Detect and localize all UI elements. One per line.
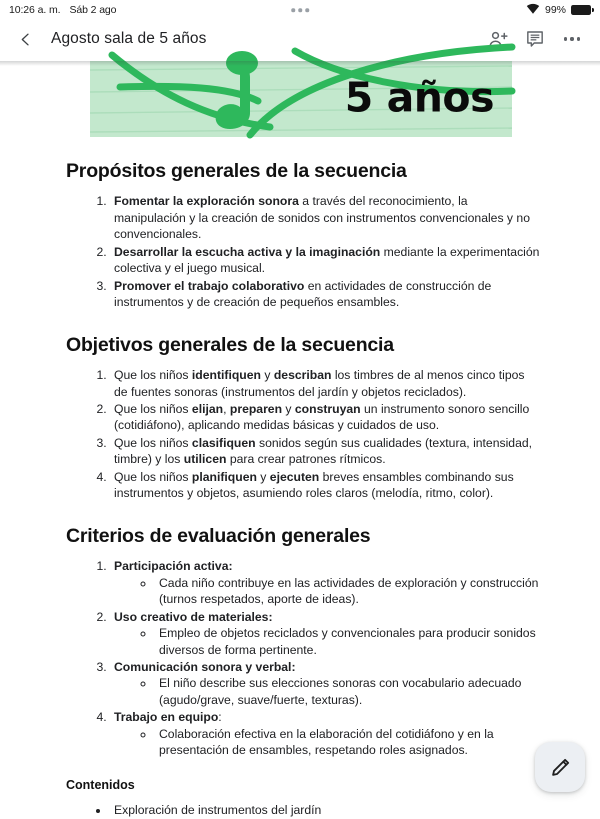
list-item-text: Que los niños [114,469,192,484]
list-item [110,659,540,708]
list-item: ◦ Empleo de objetos reciclados y convencionales para producir sonidos diversos de forma pertinente. [155,625,540,658]
list-item-bold: utilicen [183,452,227,467]
list-item [110,469,540,502]
list-item-text: , [223,401,230,416]
battery-full-icon [571,5,591,15]
list-item-text: sonidos según sus cualidades (textura, intensidad, timbre) y los [114,435,533,467]
criterios-sublist [114,726,540,759]
list-item [110,401,540,434]
section-heading-criterios: Criterios de evaluación generales [66,524,371,547]
status-date: Sáb 2 ago [69,4,117,16]
list-item-bold: planifiquen [191,469,257,484]
battery-percent: 99% [544,4,566,16]
list-item-text: breves ensambles combinando sus instrumentos y objetos, asumiendo roles claros (melodía, ritmo, color). [114,469,514,501]
document-body [0,159,600,819]
list-item-text: Que los niños [114,401,192,416]
list-item [110,609,540,658]
propositos-list [66,193,540,310]
list-item-bold: Participación activa: [114,559,233,574]
overflow-menu-button[interactable] [556,23,588,55]
list-item: ◦ El niño describe sus elecciones sonoras con vocabulario adecuado (agudo/grave, suave/fuerte, texturas). [155,675,540,708]
list-item-bold: construyan [294,401,361,416]
list-item [110,193,540,242]
list-item-text: para crear patrones rítmicos. [226,452,386,467]
contenidos-list [66,802,540,818]
list-item-bold: Desarrollar la escucha activa y la imaginación [114,244,381,259]
list-item-text: y [260,368,274,383]
subheading-contenidos: Contenidos [66,777,135,792]
list-item-bold: Fomentar la exploración sonora [114,194,299,209]
criterios-list [66,558,540,759]
list-item-bold: identifiquen [191,368,261,383]
list-item: ◦ Cada niño contribuye en las actividades de exploración y construcción (turnos respetados, aporte de ideas). [155,575,540,608]
status-bar-right [526,3,591,17]
list-item [110,709,540,758]
list-item-bold: clasifiquen [191,435,256,450]
objetivos-list [66,367,540,502]
list-item [110,435,540,468]
criterios-sublist [114,575,540,608]
list-item-bold: Uso creativo de materiales: [114,609,273,624]
list-item-text: y [256,469,270,484]
list-item-bold: Comunicación sonora y verbal: [114,659,296,674]
banner-image [90,61,512,137]
wifi-icon [526,3,540,17]
status-bar-left [9,4,116,16]
list-item-text: mediante la experimentación colectiva y el juego musical. [114,244,540,276]
list-item-text: y [282,401,295,416]
list-item [110,278,540,311]
criterios-sublist [114,675,540,708]
list-item-text: Que los niños [114,435,192,450]
document-scroll-area[interactable] [0,61,600,818]
list-item-text: los timbres de al menos cinco tipos de fuentes sonoras (instrumentos del jardín y objetos reciclados). [114,368,525,399]
list-item [110,558,540,607]
list-item-bold: elijan [191,401,224,416]
list-item-bold: ejecuten [269,469,320,484]
list-item: ◦ Colaboración efectiva en la elaboración del cotidiáfono y en la presentación de ensambles, respetando roles asignados. [155,726,540,759]
chevron-left-icon [17,31,34,48]
list-item: • Exploración de instrumentos del jardín [110,802,540,818]
list-item-text: un instrumento sonoro sencillo (cotidiáfono), aplicando medidas básicas y cuidados de uso. [114,401,530,433]
section-heading-objetivos: Objetivos generales de la secuencia [66,333,394,356]
list-item [110,244,540,277]
document-page [0,61,600,819]
list-item-text: a través del reconocimiento, la manipulación y la creación de sonidos con instrumentos convencionales y no convencionales. [114,194,530,242]
list-item-text: en actividades de construcción de instrumentos y de creación de pequeños ensambles. [114,278,492,310]
status-bar [0,0,600,20]
edit-fab-button[interactable] [535,742,585,792]
list-item [110,367,540,400]
document-title[interactable]: Agosto sala de 5 años [51,30,207,47]
list-item-text: : [218,710,222,725]
camera-dots-indicator [291,8,309,12]
criterios-sublist [114,625,540,658]
comment-icon [525,29,545,49]
back-button[interactable] [10,24,40,54]
section-heading-propositos: Propósitos generales de la secuencia [66,160,407,182]
list-item-bold: preparen [229,401,283,416]
list-item-text: Que los niños [114,368,192,383]
list-item-bold: Promover el trabajo colaborativo [114,278,305,293]
status-time: 10:26 a. m. [9,4,61,16]
comment-button[interactable] [519,23,551,55]
list-item-bold: Trabajo en equipo [114,710,219,725]
overflow-menu-icon [564,37,580,40]
pencil-edit-icon [549,756,572,779]
banner-title-text: 5 años [344,73,494,122]
list-item-bold: describan [273,368,332,383]
banner-container [0,61,600,137]
